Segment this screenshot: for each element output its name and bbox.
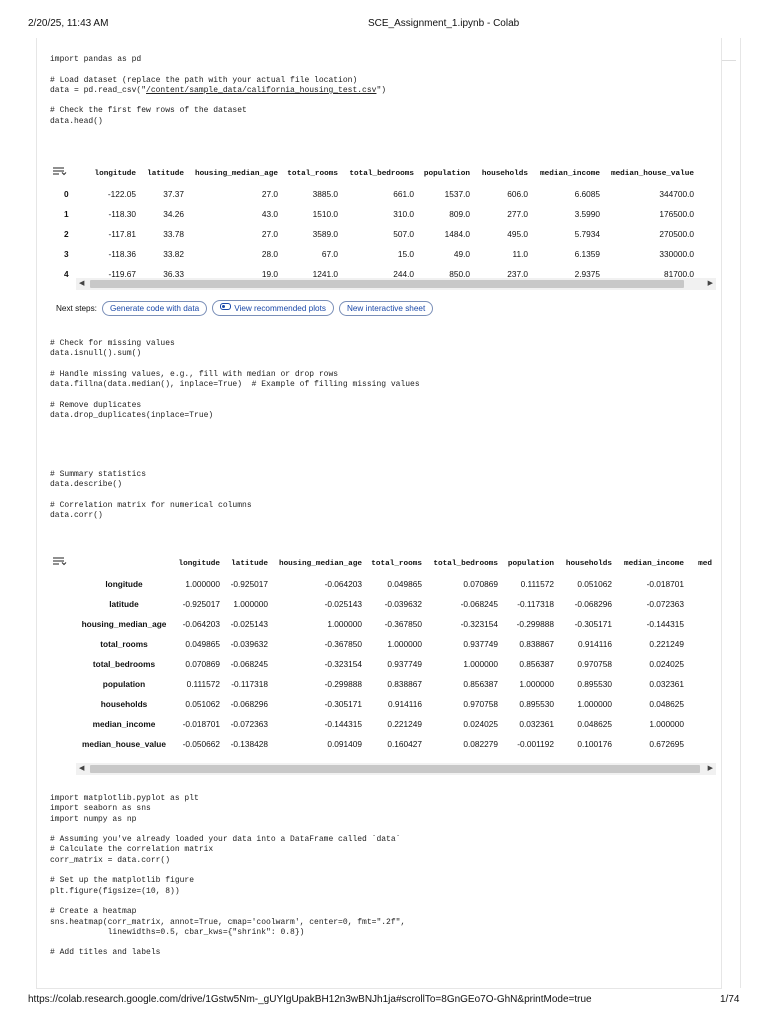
table-cell: 0.672695: [649, 739, 684, 749]
column-header: longitude: [94, 170, 136, 178]
table-cell: -0.072363: [646, 599, 684, 609]
table-cell: 0.032361: [519, 719, 554, 729]
table-cell: 34.26: [163, 209, 184, 219]
table-cell: 0.914116: [388, 699, 422, 709]
table-cell: 1.000000: [463, 659, 498, 669]
table-row: [76, 574, 716, 594]
table-cell: 310.0: [393, 209, 414, 219]
row-index: median_income: [92, 719, 156, 729]
table-cell: 0.895530: [577, 679, 612, 689]
scroll-right-arrow-icon[interactable]: ▶: [707, 280, 713, 287]
new-interactive-sheet-button[interactable]: New interactive sheet: [339, 301, 433, 316]
table-row: [76, 714, 716, 734]
table-cell: -118.30: [108, 209, 136, 219]
table-cell: 606.0: [507, 189, 528, 199]
table-cell: 0.100176: [577, 739, 612, 749]
table-cell: -0.018701: [646, 579, 684, 589]
row-index: total_bedrooms: [92, 659, 156, 669]
table-row: [58, 184, 698, 204]
table-cell: 850.0: [449, 269, 470, 277]
table-cell: 495.0: [507, 229, 528, 239]
code-cell-2[interactable]: # Check for missing values data.isnull().sum() # Handle missing values, e.g., fill with median or drop rows data.fillna(data.median(), inplace=True) # Example of filling missing values # Remove duplicates data.drop_duplicates(inplace=True): [50, 339, 420, 421]
right-panel: [720, 38, 741, 988]
code-cell-1[interactable]: import pandas as pd # Load dataset (replace the path with your actual file location) data = pd.read_csv("/content/sample_data/california_housing_test.csv") # Check the first few rows of the dataset data.head(): [50, 55, 387, 126]
view-plots-label: View recommended plots: [234, 304, 326, 313]
table-cell: -0.305171: [574, 619, 612, 629]
row-index: 1: [64, 209, 69, 219]
table-cell: 270500.0: [659, 229, 694, 239]
table-cell: 0.221249: [649, 639, 684, 649]
column-header: total_rooms: [371, 560, 422, 568]
table-row: [58, 224, 698, 244]
print-page-number: 1/74: [720, 994, 740, 1005]
table-cell: 3.5990: [574, 209, 600, 219]
table-cell: 1.000000: [327, 619, 362, 629]
table-cell: -0.068296: [574, 599, 612, 609]
table-cell: 0.111572: [520, 579, 554, 589]
table-cell: 237.0: [507, 269, 528, 277]
column-header: median_income: [624, 560, 684, 568]
table-row: [76, 594, 716, 614]
column-header: median_income: [540, 170, 600, 178]
table-2-scrollbar[interactable]: [76, 763, 716, 775]
table-cell: 1.000000: [649, 719, 684, 729]
table-cell: 0.838867: [519, 639, 554, 649]
dataframe-head-output: [58, 164, 708, 277]
table-cell: -0.144315: [646, 619, 684, 629]
table-cell: 0.937749: [463, 639, 498, 649]
table-cell: 0.091409: [327, 739, 362, 749]
column-header: housing_median_age: [194, 170, 278, 178]
row-index: 2: [64, 229, 69, 239]
table-cell: -0.367850: [324, 639, 362, 649]
print-url: https://colab.research.google.com/drive/1Gstw5Nm-_gUYIgUpakBH12n3wBNJh1ja#scrollTo=8GnGEo7O-GhN&printMode=true: [28, 994, 592, 1005]
table-cell: 0.856387: [463, 679, 498, 689]
row-index: longitude: [105, 579, 143, 589]
column-header: total_rooms: [287, 170, 338, 178]
table-cell: -0.925017: [182, 599, 220, 609]
output-toggle-icon[interactable]: [52, 556, 68, 566]
table-cell: 0.048625: [649, 699, 684, 709]
table-cell: -0.064203: [182, 619, 220, 629]
table-row: [76, 694, 716, 714]
next-steps-bar: [56, 300, 433, 316]
table-cell: 0.914116: [578, 639, 612, 649]
table-row: [76, 674, 716, 694]
table-cell: 0.032361: [649, 679, 684, 689]
table-cell: -0.068296: [230, 699, 268, 709]
table-cell: 0.049865: [185, 639, 220, 649]
table-cell: 0.221249: [387, 719, 422, 729]
table-cell: -119.67: [108, 269, 136, 277]
table-cell: 33.82: [163, 249, 184, 259]
table-cell: 0.024025: [649, 659, 684, 669]
table-cell: 6.6085: [574, 189, 600, 199]
table-cell: 19.0: [261, 269, 278, 277]
row-index: total_rooms: [100, 639, 148, 649]
column-header: latitude: [147, 170, 184, 178]
scroll-left-arrow-icon[interactable]: ◀: [79, 280, 85, 287]
table-cell: -0.050662: [182, 739, 220, 749]
table-cell: 0.970758: [463, 699, 498, 709]
column-header: total_bedrooms: [433, 560, 498, 568]
table-cell: 809.0: [449, 209, 470, 219]
table-cell: 0.051062: [185, 699, 220, 709]
scroll-right-arrow-icon[interactable]: ▶: [707, 765, 713, 772]
table-cell: -0.064203: [324, 579, 362, 589]
column-header: longitude: [178, 560, 220, 568]
table-cell: -122.05: [107, 189, 136, 199]
print-title: SCE_Assignment_1.ipynb - Colab: [368, 18, 520, 29]
column-header: latitude: [231, 560, 268, 568]
table-cell: 0.838867: [387, 679, 422, 689]
table-cell: 5.7934: [574, 229, 600, 239]
index-header: [76, 554, 172, 574]
table-cell: 330000.0: [659, 249, 694, 259]
print-datetime: 2/20/25, 11:43 AM: [28, 18, 109, 29]
table-cell: 11.0: [512, 249, 528, 259]
table-row: [76, 614, 716, 634]
column-header: population: [507, 560, 554, 568]
table-cell: 277.0: [507, 209, 528, 219]
table-cell: 0.160427: [387, 739, 422, 749]
table-cell: 67.0: [321, 249, 338, 259]
table-cell: -0.018701: [182, 719, 220, 729]
table-cell: 0.082279: [463, 739, 498, 749]
row-index: households: [100, 699, 148, 709]
table-cell: 1241.0: [312, 269, 338, 277]
table-cell: -0.025143: [230, 619, 268, 629]
table-cell: 0.048625: [577, 719, 612, 729]
table-row: [76, 634, 716, 654]
row-index: population: [102, 679, 146, 689]
next-steps-label: Next steps:: [56, 303, 97, 313]
table-cell: 507.0: [393, 229, 414, 239]
table-cell: 344700.0: [659, 189, 694, 199]
column-header: population: [423, 170, 470, 178]
table-cell: 37.37: [163, 189, 184, 199]
table-cell: 3589.0: [312, 229, 338, 239]
table-row: [76, 734, 716, 754]
table-cell: 43.0: [261, 209, 278, 219]
toggle-icon: [220, 303, 231, 310]
table-cell: 1.000000: [185, 579, 220, 589]
table-cell: -0.117318: [517, 599, 554, 609]
code-cell-3[interactable]: # Summary statistics data.describe() # Correlation matrix for numerical columns data.corr(): [50, 470, 252, 521]
table-row: [76, 654, 716, 674]
table-cell: -0.039632: [384, 599, 422, 609]
row-index: 4: [64, 269, 69, 277]
table-cell: -0.323154: [324, 659, 362, 669]
scroll-thumb[interactable]: [90, 765, 700, 773]
table-cell: 27.0: [261, 229, 278, 239]
table-cell: 1.000000: [519, 679, 554, 689]
column-header: households: [565, 560, 612, 568]
table-cell: 0.049865: [387, 579, 422, 589]
table-cell: 27.0: [261, 189, 278, 199]
table-cell: 1537.0: [444, 189, 470, 199]
column-header: med: [698, 560, 712, 568]
table-cell: 0.895530: [519, 699, 554, 709]
table-cell: -0.299888: [516, 619, 554, 629]
table-cell: 28.0: [261, 249, 278, 259]
table-cell: -0.117318: [231, 679, 268, 689]
table-cell: 49.0: [453, 249, 470, 259]
table-cell: 0.070869: [463, 579, 498, 589]
table-cell: 6.1359: [574, 249, 600, 259]
table-cell: -0.305171: [324, 699, 362, 709]
column-header: housing_median_age: [278, 560, 362, 568]
table-cell: 0.970758: [577, 659, 612, 669]
table-cell: 0.070869: [185, 659, 220, 669]
table-cell: -118.36: [108, 249, 136, 259]
table-cell: -0.299888: [324, 679, 362, 689]
table-cell: -0.025143: [324, 599, 362, 609]
column-header: total_bedrooms: [349, 170, 414, 178]
table-cell: 33.78: [163, 229, 184, 239]
row-index: median_house_value: [82, 739, 166, 749]
table-cell: 1.000000: [387, 639, 422, 649]
table-cell: 15.0: [397, 249, 414, 259]
table-cell: -0.925017: [230, 579, 268, 589]
table-cell: -0.138428: [230, 739, 268, 749]
column-header: households: [481, 170, 528, 178]
table-row: [58, 244, 698, 264]
index-header: [58, 164, 88, 184]
row-index: housing_median_age: [81, 619, 167, 629]
table-cell: 0.051062: [577, 579, 612, 589]
table-cell: 0.937749: [387, 659, 422, 669]
table-1-scrollbar[interactable]: [76, 278, 716, 290]
table-cell: 0.856387: [519, 659, 554, 669]
table-cell: 81700.0: [664, 269, 694, 277]
correlation-matrix-table: [76, 554, 716, 754]
dataframe-head-table: [58, 164, 698, 277]
table-cell: 1484.0: [444, 229, 470, 239]
table-cell: -0.367850: [384, 619, 422, 629]
column-header: median_house_value: [610, 170, 694, 178]
scroll-left-arrow-icon[interactable]: ◀: [79, 765, 85, 772]
row-index: latitude: [109, 599, 139, 609]
table-cell: 176500.0: [659, 209, 694, 219]
table-cell: 36.33: [163, 269, 184, 277]
scroll-thumb[interactable]: [90, 280, 684, 288]
row-index: 3: [64, 249, 69, 259]
table-cell: -0.144315: [324, 719, 362, 729]
table-cell: -0.068245: [460, 599, 498, 609]
view-recommended-plots-button[interactable]: [212, 300, 334, 316]
generate-code-button[interactable]: Generate code with data: [102, 301, 207, 316]
correlation-matrix-output: [76, 554, 716, 758]
table-cell: 2.9375: [574, 269, 600, 277]
row-index: 0: [64, 189, 69, 199]
table-cell: 3885.0: [312, 189, 338, 199]
table-cell: 1.000000: [233, 599, 268, 609]
table-cell: 1.000000: [577, 699, 612, 709]
table-cell: 0.024025: [463, 719, 498, 729]
table-row: [58, 204, 698, 224]
table-cell: 661.0: [393, 189, 414, 199]
table-cell: 0.111572: [186, 679, 220, 689]
table-cell: -0.039632: [230, 639, 268, 649]
table-cell: -0.068245: [230, 659, 268, 669]
code-cell-4[interactable]: import matplotlib.pyplot as plt import seaborn as sns import numpy as np # Assuming you've already loaded your data into a DataFrame called `data` # Calculate the correlation matrix corr_matrix = data.corr() # Set up the matplotlib figure plt.figure(figsize=(10, 8)) # Create a heatmap sns.heatmap(corr_matrix, annot=True, cmap='coolwarm', center=0, fmt=".2f", linewidths=0.5, cbar_kws={"shrink": 0.8}) # Add titles and labels: [50, 794, 406, 958]
table-row: [58, 264, 698, 277]
table-cell: 244.0: [393, 269, 414, 277]
table-cell: 1510.0: [312, 209, 338, 219]
table-cell: -0.001192: [517, 739, 554, 749]
table-cell: -0.072363: [230, 719, 268, 729]
table-cell: -117.81: [108, 229, 136, 239]
table-cell: -0.323154: [460, 619, 498, 629]
